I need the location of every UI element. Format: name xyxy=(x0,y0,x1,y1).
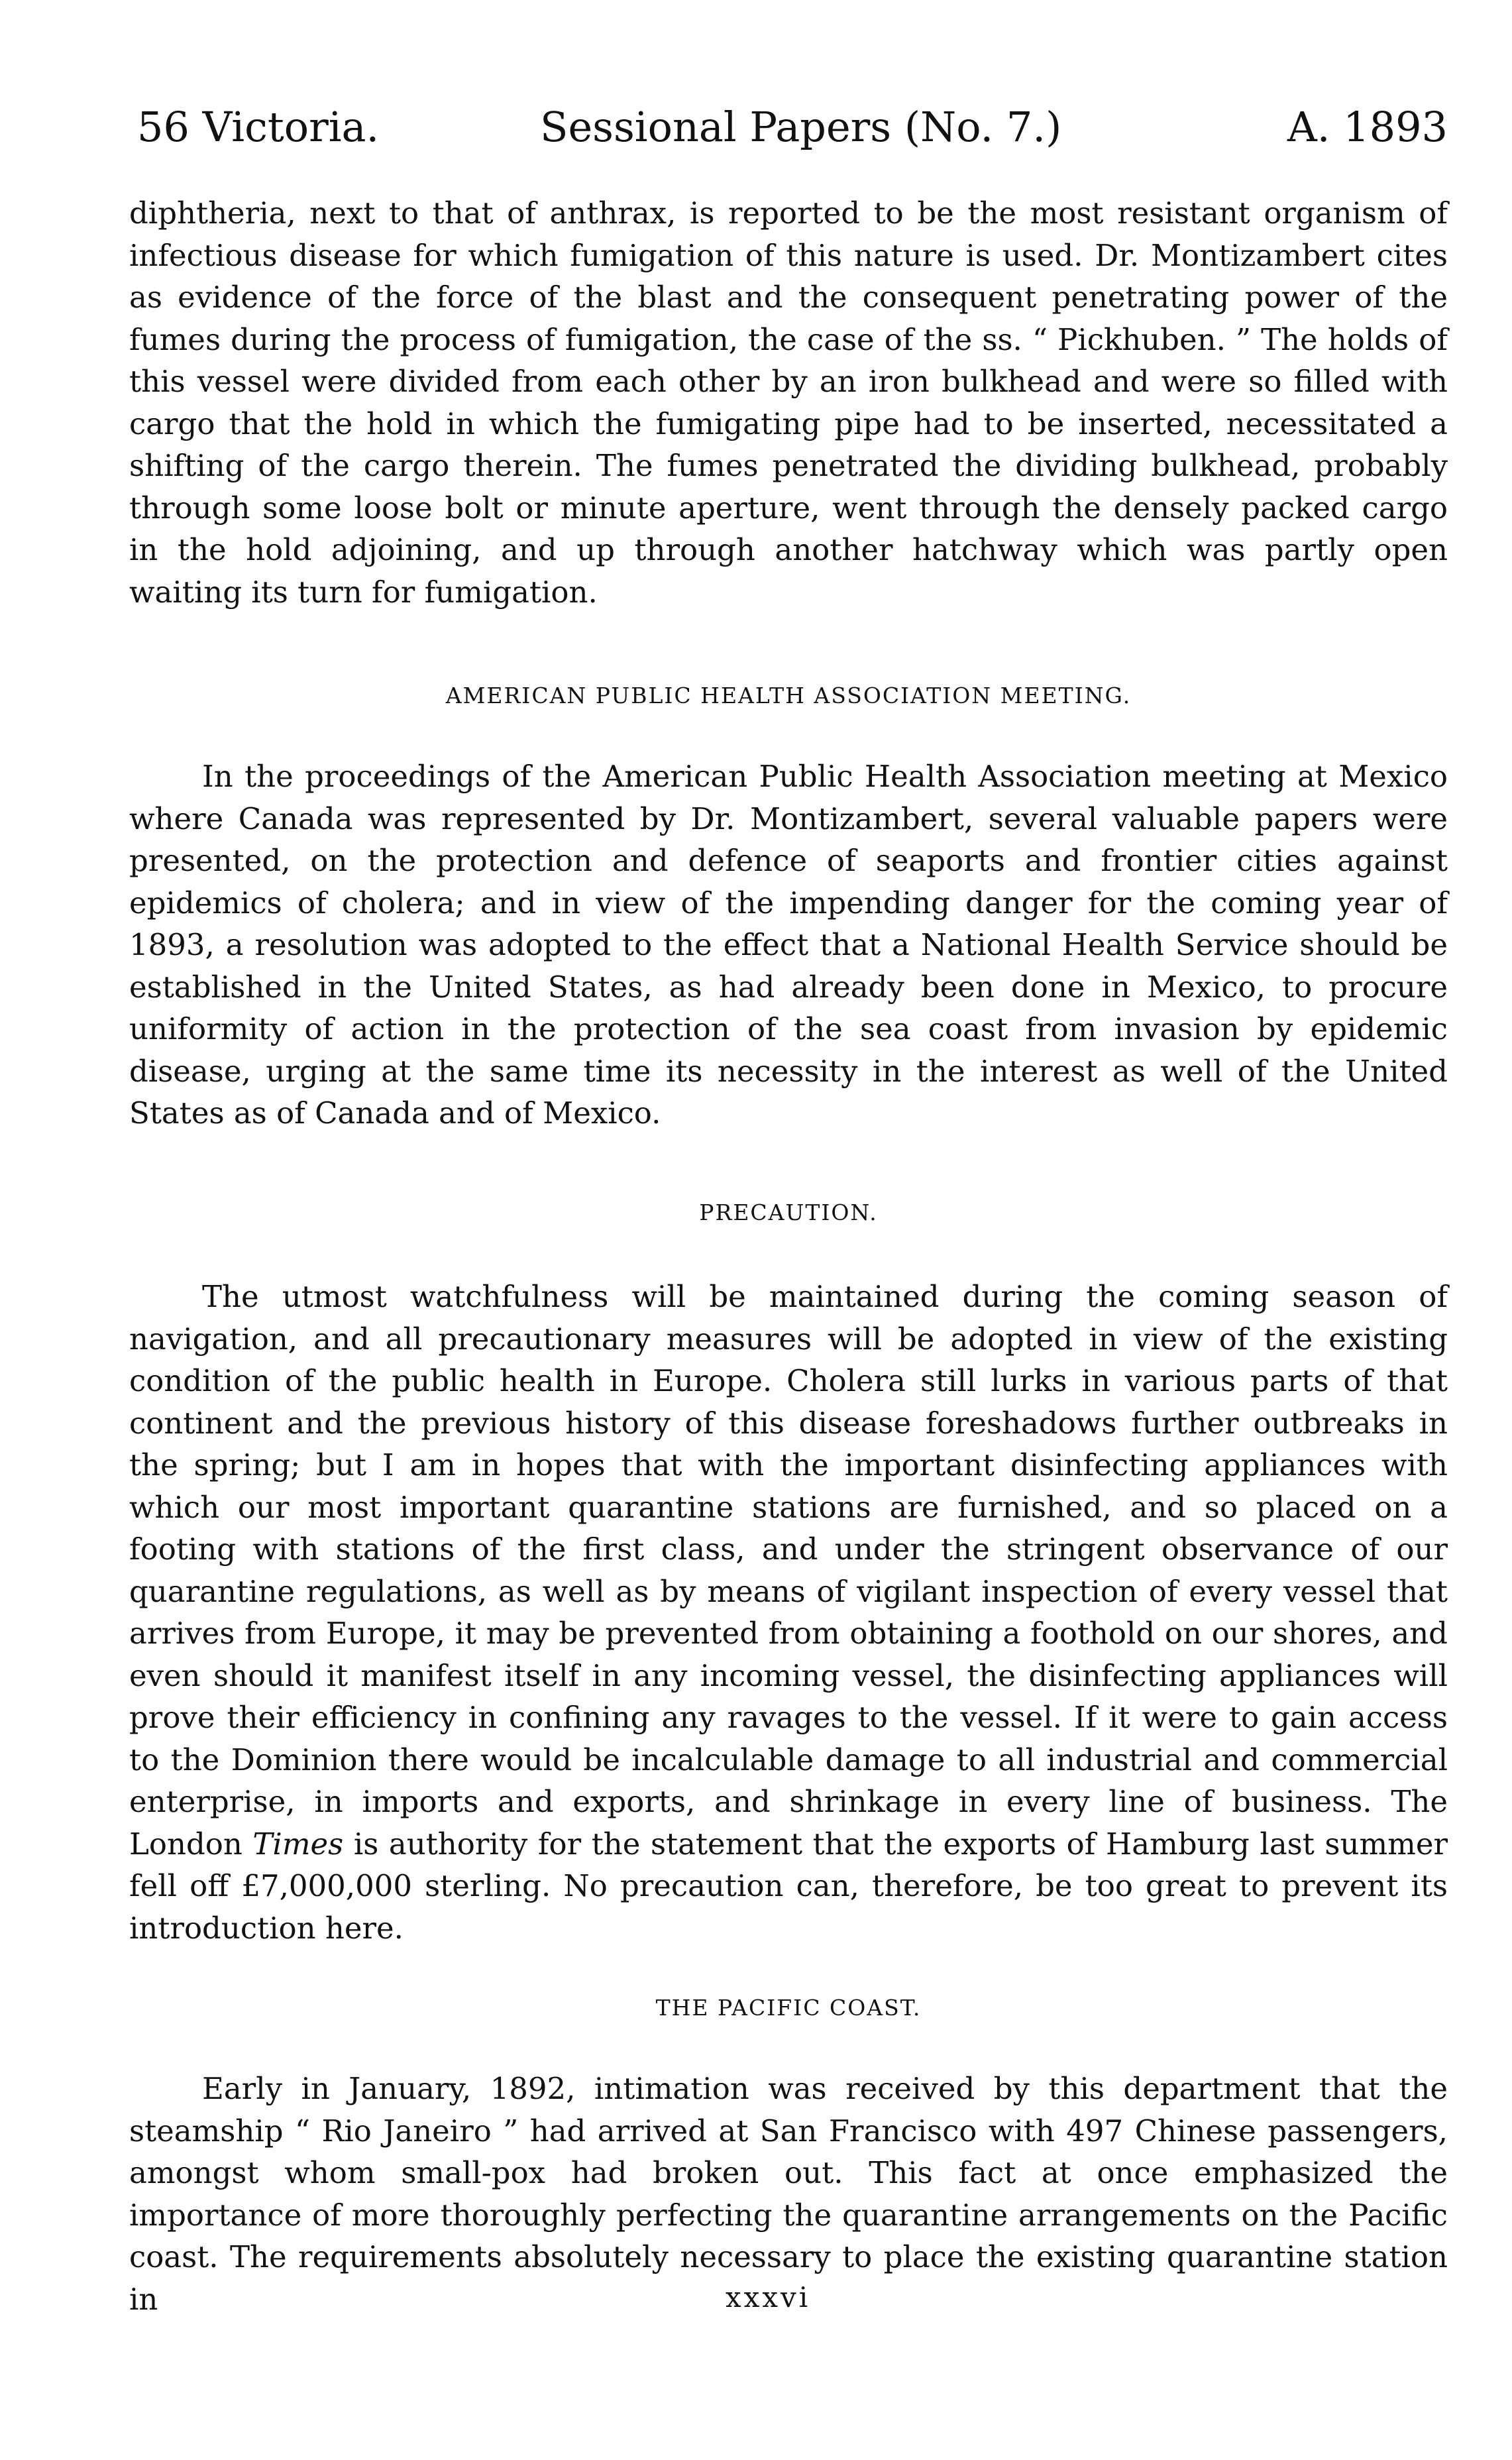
paragraph-text: In the proceedings of the American Public Health Association meeting at Mexico where Canada was represented by Dr. Montizambert, several valuable papers were presented, on the protection and defence of seaports and frontier cities against epidemics of cholera; and in view of the impending danger for the coming year of 1893, a resolution was adopted to the effect that a National Health Service should be established in the United States, as had already been done in Mexico, to procure uniformity of action in the protection of the sea coast from invasion by epidemic disease, urging at the same time its necessity in the interest as well of the United States as of Canada and of Mexico. xyxy=(129,759,1448,1131)
paragraph-apha-meeting xyxy=(129,755,1448,1135)
paragraph-precaution xyxy=(129,1276,1448,1949)
header-year: A. 1893 xyxy=(1287,103,1448,151)
header-sessional-papers: Sessional Papers (No. 7.) xyxy=(540,103,1062,151)
heading-text: THE PACIFIC COAST. xyxy=(655,1995,922,2021)
section-heading-precaution xyxy=(129,1200,1448,1225)
header-session: 56 Victoria. xyxy=(137,103,380,151)
paragraph-text: diphtheria, next to that of anthrax, is reported to be the most resistant organism of infectious disease for which fumigation of this nature is used. Dr. Montizambert cites as evidence of the force of the blast and the consequent penetrating power of the fumes during the process of fumigation, the case of the ss. “ Pickhuben. ” The holds of this vessel were divided from each other by an iron bulkhead and were so filled with cargo that the hold in which the fumigating pipe had to be inserted, necessitated a shifting of the cargo therein. The fumes penetrated the dividing bulkhead, probably through some loose bolt or minute aperture, went through the densely packed cargo in the hold adjoining, and up through another hatchway which was partly open waiting its turn for fumigation. xyxy=(129,196,1448,610)
text-run: is authority for the statement that the exports of Hamburg last summer fell off £7,000,000 sterling. No precaution can, therefore, be too great to prevent its introduction here. xyxy=(129,1826,1448,1946)
running-header xyxy=(129,103,1448,162)
heading-text: AMERICAN PUBLIC HEALTH ASSOCIATION MEETING. xyxy=(445,683,1132,708)
paragraph-text xyxy=(129,1276,1448,1949)
section-heading-pacific-coast xyxy=(129,1995,1448,2021)
paragraph-fumigation xyxy=(129,192,1448,613)
text-run: The utmost watchfulness will be maintained during the coming season of navigation, and all precautionary measures will be adopted in view of the existing condition of the public health in Europe. Cholera still lurks in various parts of that continent and the previous history of this disease foreshadows further outbreaks in the spring; but I am in hopes that with the important disinfecting appliances with which our most important quarantine stations are furnished, and so placed on a footing with stations of the first class, and under the stringent observance of our quarantine regulations, as well as by means of vigilant inspection of every vessel that arrives from Europe, it may be prevented from obtaining a foothold on our shores, and even should it manifest itself in any incoming vessel, the disinfecting appliances will prove their efficiency in confining any ravages to the vessel. If it were to gain access to the Dominion there would be incalculable damage to all industrial and commercial enterprise, in imports and exports, and shrinkage in every line of business. The London xyxy=(129,1279,1448,1862)
newspaper-title: Times xyxy=(252,1826,344,1862)
section-heading-apha xyxy=(129,683,1448,708)
page-folio: xxxvi xyxy=(726,2281,811,2314)
heading-text: PRECAUTION. xyxy=(699,1200,878,1225)
paragraph-text: Early in January, 1892, intimation was received by this department that the steamship “ Rio Janeiro ” had arrived at San Francisco with 497 Chinese passengers, amongst whom small-pox had broken out. This fact at once emphasized the importance of more thoroughly perfecting the quarantine arrangements on the Pacific coast. The requirements absolutely necessary to place the existing quarantine station in xyxy=(129,2071,1448,2317)
